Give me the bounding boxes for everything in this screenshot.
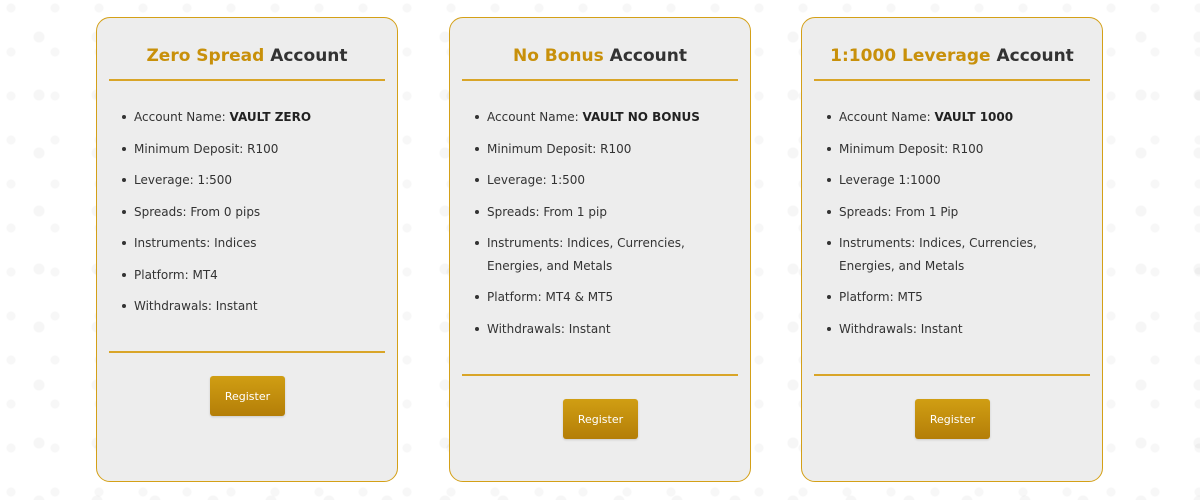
feature-account-name [824,106,1090,129]
card-title [450,46,750,66]
feature-leverage: Leverage 1:1000 [824,169,1090,192]
feature-list [119,106,385,327]
feature-label: Account Name: [134,110,230,124]
feature-account-name [472,106,738,129]
feature-platform: Platform: MT4 [119,264,385,287]
feature-list [472,106,738,349]
feature-withdrawals: Withdrawals: Instant [824,318,1090,341]
card-title-accent: Zero Spread [146,46,265,66]
title-divider [462,79,738,81]
account-name-value: VAULT ZERO [229,110,312,124]
feature-instruments: Instruments: Indices [119,232,385,255]
feature-leverage: Leverage: 1:500 [472,169,738,192]
card-title-rest: Account [264,46,348,66]
title-divider [814,79,1090,81]
feature-platform: Platform: MT5 [824,286,1090,309]
feature-leverage: Leverage: 1:500 [119,169,385,192]
feature-label: Account Name: [487,110,583,124]
account-card-zero-spread [96,17,398,482]
feature-minimum-deposit: Minimum Deposit: R100 [472,138,738,161]
bottom-divider [814,374,1090,376]
bottom-divider [109,351,385,353]
account-card-1000-leverage [801,17,1103,482]
feature-minimum-deposit: Minimum Deposit: R100 [119,138,385,161]
account-card-no-bonus [449,17,751,482]
card-title-accent: No Bonus [512,46,604,66]
feature-instruments: Instruments: Indices, Currencies, Energies, and Metals [472,232,738,277]
account-name-value: VAULT NO BONUS [582,110,700,124]
feature-withdrawals: Withdrawals: Instant [119,295,385,318]
card-title [802,46,1102,66]
feature-account-name [119,106,385,129]
feature-withdrawals: Withdrawals: Instant [472,318,738,341]
register-button[interactable]: Register [210,376,285,416]
register-button[interactable]: Register [563,399,638,439]
feature-spreads: Spreads: From 1 Pip [824,201,1090,224]
feature-minimum-deposit: Minimum Deposit: R100 [824,138,1090,161]
feature-instruments: Instruments: Indices, Currencies, Energies, and Metals [824,232,1090,277]
card-title-rest: Account [990,46,1074,66]
card-title [97,46,397,66]
feature-list [824,106,1090,349]
account-name-value: VAULT 1000 [934,110,1014,124]
feature-label: Account Name: [839,110,935,124]
feature-spreads: Spreads: From 1 pip [472,201,738,224]
card-title-rest: Account [603,46,688,66]
bottom-divider [462,374,738,376]
title-divider [109,79,385,81]
feature-platform: Platform: MT4 & MT5 [472,286,738,309]
register-button[interactable]: Register [915,399,990,439]
feature-spreads: Spreads: From 0 pips [119,201,385,224]
card-title-accent: 1:1000 Leverage [830,46,991,66]
